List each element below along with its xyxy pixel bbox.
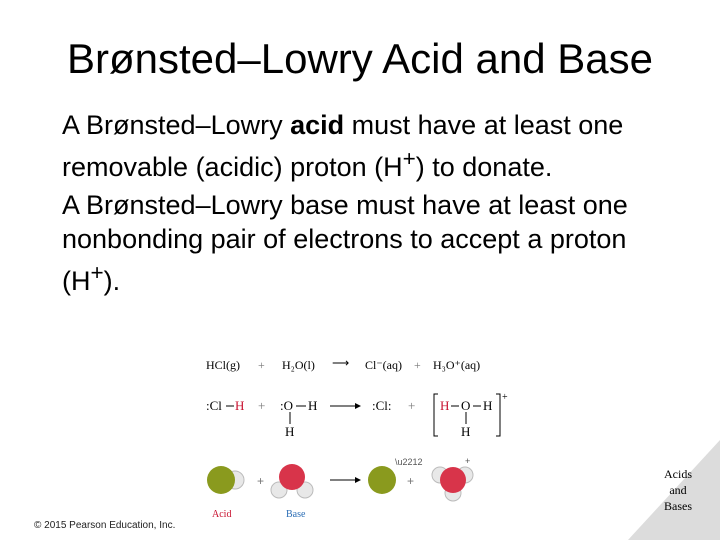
svg-text:+: +	[407, 474, 415, 488]
svg-text::Cl:: :Cl:	[372, 398, 392, 413]
svg-text:H: H	[440, 398, 450, 413]
slide-title: Brønsted–Lowry Acid and Base	[67, 35, 653, 82]
base-caption: Base	[286, 509, 306, 520]
svg-text:+: +	[258, 398, 266, 413]
lewis-structure-diagram	[200, 392, 520, 442]
corner-label: Acids and Bases	[664, 467, 692, 513]
molecule-models-diagram	[195, 455, 515, 515]
acid-definition: A Brønsted–Lowry acid must have at least one removable (acidic) proton (H+) to donate.	[62, 110, 624, 182]
plus-sign: +	[258, 358, 265, 372]
svg-text::Cl: :Cl	[206, 398, 222, 413]
svg-text:H: H	[308, 398, 318, 413]
lewis-structures	[200, 392, 520, 442]
svg-text::O: :O	[280, 398, 293, 413]
space-filling-models	[195, 455, 515, 515]
reaction-arrow-icon: ⟶	[332, 356, 350, 370]
svg-text:+: +	[502, 392, 508, 403]
svg-text:H: H	[483, 398, 493, 413]
svg-text:+: +	[408, 398, 416, 413]
water-formula: H₂O(l)	[282, 358, 315, 372]
acid-caption: Acid	[212, 509, 232, 520]
plus-sign-2: +	[414, 358, 421, 372]
chloride-formula: Cl⁻(aq)	[365, 358, 402, 372]
reaction-equation	[200, 358, 520, 378]
acid-keyword: acid	[290, 110, 345, 140]
svg-text:H: H	[461, 424, 471, 439]
base-definition: A Brønsted–Lowry base must have at least one nonbonding pair of electrons to accept a proton (H+).	[62, 190, 628, 296]
svg-text:\u2212: \u2212	[395, 457, 423, 467]
corner-nav-badge[interactable]	[628, 440, 720, 540]
copyright-notice: © 2015 Pearson Education, Inc.	[34, 520, 176, 531]
svg-text:H: H	[285, 424, 295, 439]
hydronium-formula: H₃O⁺(aq)	[433, 358, 481, 372]
svg-text:O: O	[461, 398, 471, 413]
svg-text:+: +	[465, 456, 471, 466]
svg-text:+: +	[257, 474, 265, 488]
hcl-formula: HCl(g)	[206, 358, 240, 372]
slide-body	[62, 108, 682, 302]
svg-text:H: H	[235, 398, 245, 413]
